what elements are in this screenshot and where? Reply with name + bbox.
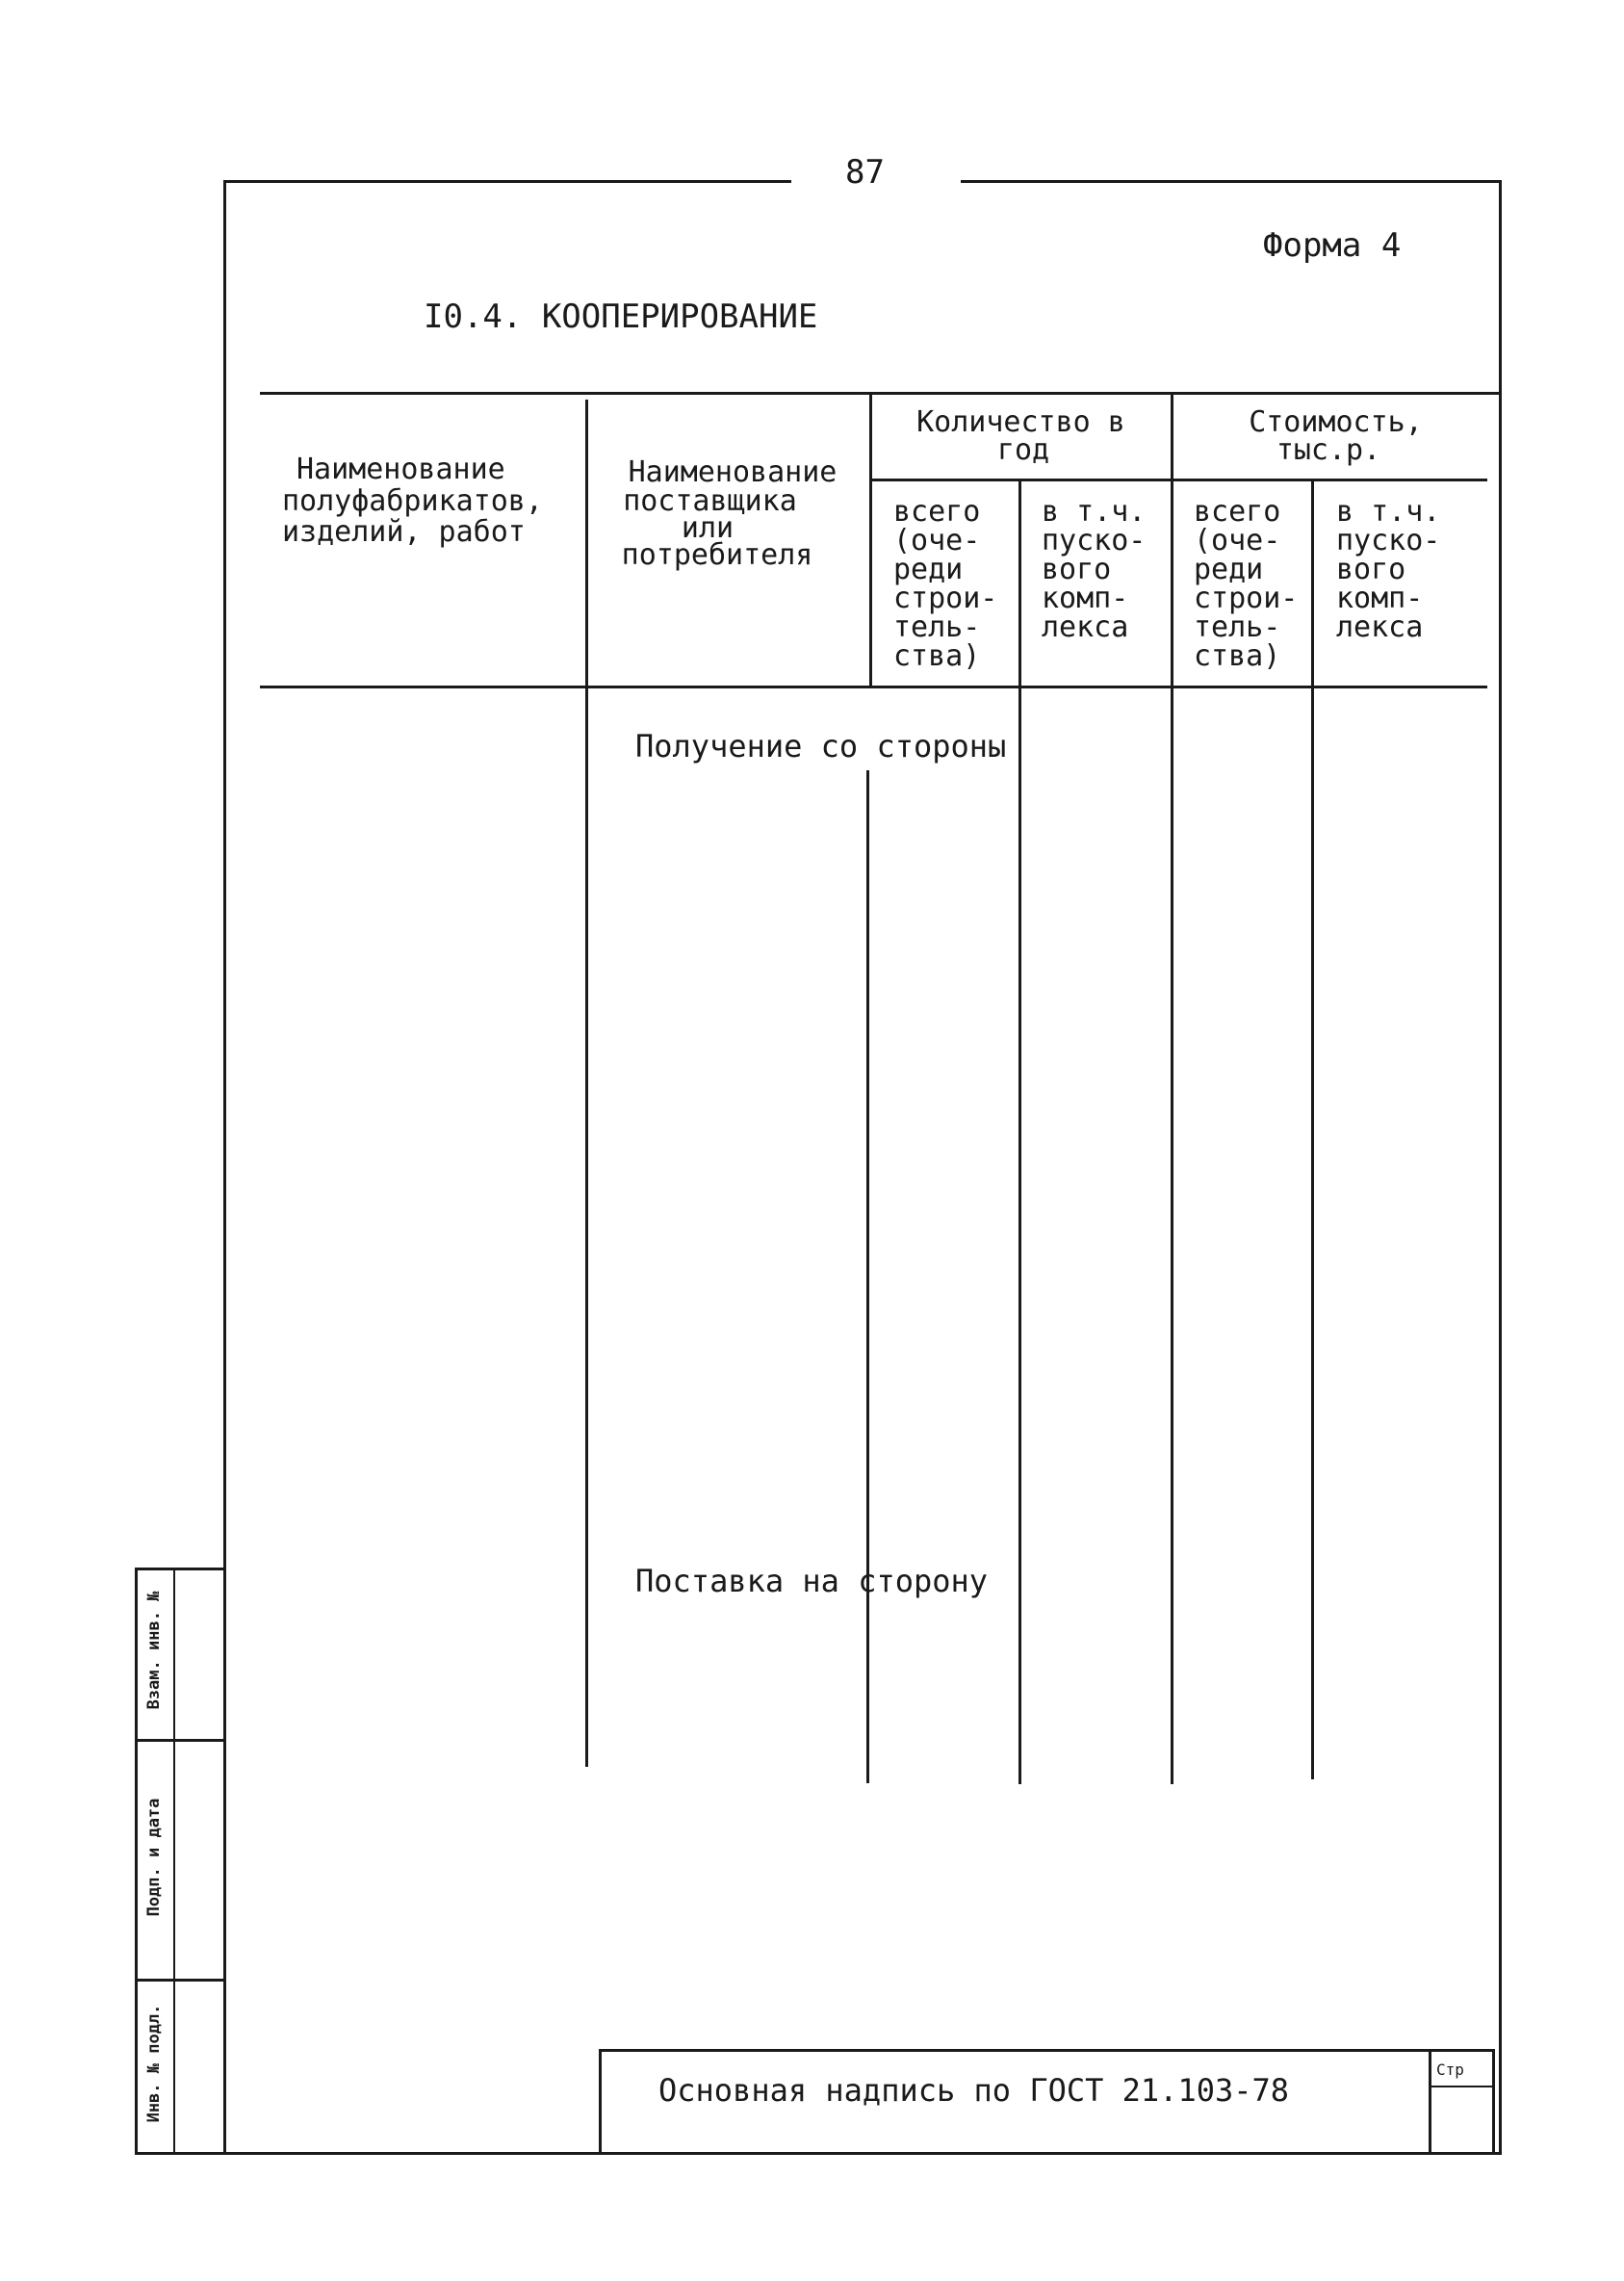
sub-cost-total-line: тель- xyxy=(1194,610,1281,644)
sub-quantity-startup-line: комп- xyxy=(1042,582,1129,615)
sub-cost-startup-line: лекса xyxy=(1336,610,1424,644)
sub-quantity-startup-line: в т.ч. xyxy=(1042,495,1147,529)
sub-quantity-total-line: реди xyxy=(893,553,964,586)
sub-quantity-total-line: (оче- xyxy=(893,524,981,557)
sub-cost-total-line: (оче- xyxy=(1194,524,1281,557)
sub-cost-startup-line: комп- xyxy=(1336,582,1424,615)
title-block-text: Основная надпись по ГОСТ 21.103-78 xyxy=(658,2072,1290,2109)
side-stamp-inner-edge xyxy=(173,1568,175,2153)
inv-original-label: Инв. № подл. xyxy=(144,2004,164,2123)
title-block-page-left xyxy=(1429,2049,1431,2153)
col1-header-line-1: Наименование xyxy=(296,453,505,486)
sub-cost-total-line: реди xyxy=(1194,553,1264,586)
frame-bottom xyxy=(135,2152,1502,2155)
form-label: Форма 4 xyxy=(1263,226,1402,265)
col-divider-4 xyxy=(1171,392,1173,1784)
title-block-left xyxy=(599,2049,602,2153)
col-divider-2a xyxy=(869,392,872,686)
section-title: I0.4. КООПЕРИРОВАНИЕ xyxy=(424,298,818,336)
col1-header-line-3: изделий, работ xyxy=(282,515,526,549)
group-quantity-line-1: Количество в xyxy=(916,405,1125,439)
side-stamp-divider-1 xyxy=(135,1739,225,1742)
sub-cost-startup-line: пуско- xyxy=(1336,524,1441,557)
group-cost-line-2: тыс.р. xyxy=(1276,433,1381,467)
col2-header-line-3: или xyxy=(681,511,735,545)
side-stamp-left-edge xyxy=(135,1568,138,2153)
frame-top-right xyxy=(961,180,1502,183)
sign-date-label: Подп. и дата xyxy=(144,1798,164,1917)
title-block-right xyxy=(1492,2049,1495,2153)
frame-left xyxy=(223,180,226,2154)
sub-quantity-total-line: ства) xyxy=(893,639,981,673)
sub-quantity-startup-line: лекса xyxy=(1042,610,1129,644)
col-divider-3 xyxy=(1018,480,1021,1784)
sub-quantity-startup-line: пуско- xyxy=(1042,524,1147,557)
col2-header-line-2: поставщика xyxy=(623,484,797,518)
sub-quantity-startup-line: вого xyxy=(1042,553,1112,586)
section-supply-label: Поставка на сторону xyxy=(635,1563,989,1599)
sub-cost-startup-line: вого xyxy=(1336,553,1406,586)
sub-cost-total-line: строи- xyxy=(1194,582,1299,615)
frame-right xyxy=(1499,180,1502,2154)
table-top-rule xyxy=(260,392,1502,395)
table-subheader-rule xyxy=(871,479,1487,481)
section-receiving-label: Получение со стороны xyxy=(635,728,1007,765)
sub-quantity-total-line: строи- xyxy=(893,582,998,615)
sub-quantity-total-line: тель- xyxy=(893,610,981,644)
table-header-bottom-rule xyxy=(260,686,1487,688)
group-quantity-line-2: год xyxy=(996,433,1050,467)
col2-header-line-1: Наименование xyxy=(628,455,838,489)
col2-header-line-4: потребителя xyxy=(621,538,813,572)
frame-top-left xyxy=(223,180,791,183)
page-number: 87 xyxy=(845,153,885,192)
title-block-page-divider xyxy=(1429,2086,1494,2087)
col1-header-line-2: полуфабрикатов, xyxy=(282,484,543,518)
title-block-page-cell: Стр xyxy=(1436,2061,1464,2079)
col-divider-5 xyxy=(1311,480,1314,1779)
title-block-top xyxy=(599,2049,1494,2052)
inv-replacement-label: Взам. инв. № xyxy=(144,1591,164,1710)
sub-cost-total-line: всего xyxy=(1194,495,1281,529)
group-cost-line-1: Стоимость, xyxy=(1249,405,1423,439)
sub-cost-total-line: ства) xyxy=(1194,639,1281,673)
sub-quantity-total-line: всего xyxy=(893,495,981,529)
sub-cost-startup-line: в т.ч. xyxy=(1336,495,1441,529)
col-divider-1 xyxy=(585,400,588,1767)
col-divider-2b xyxy=(866,770,869,1783)
